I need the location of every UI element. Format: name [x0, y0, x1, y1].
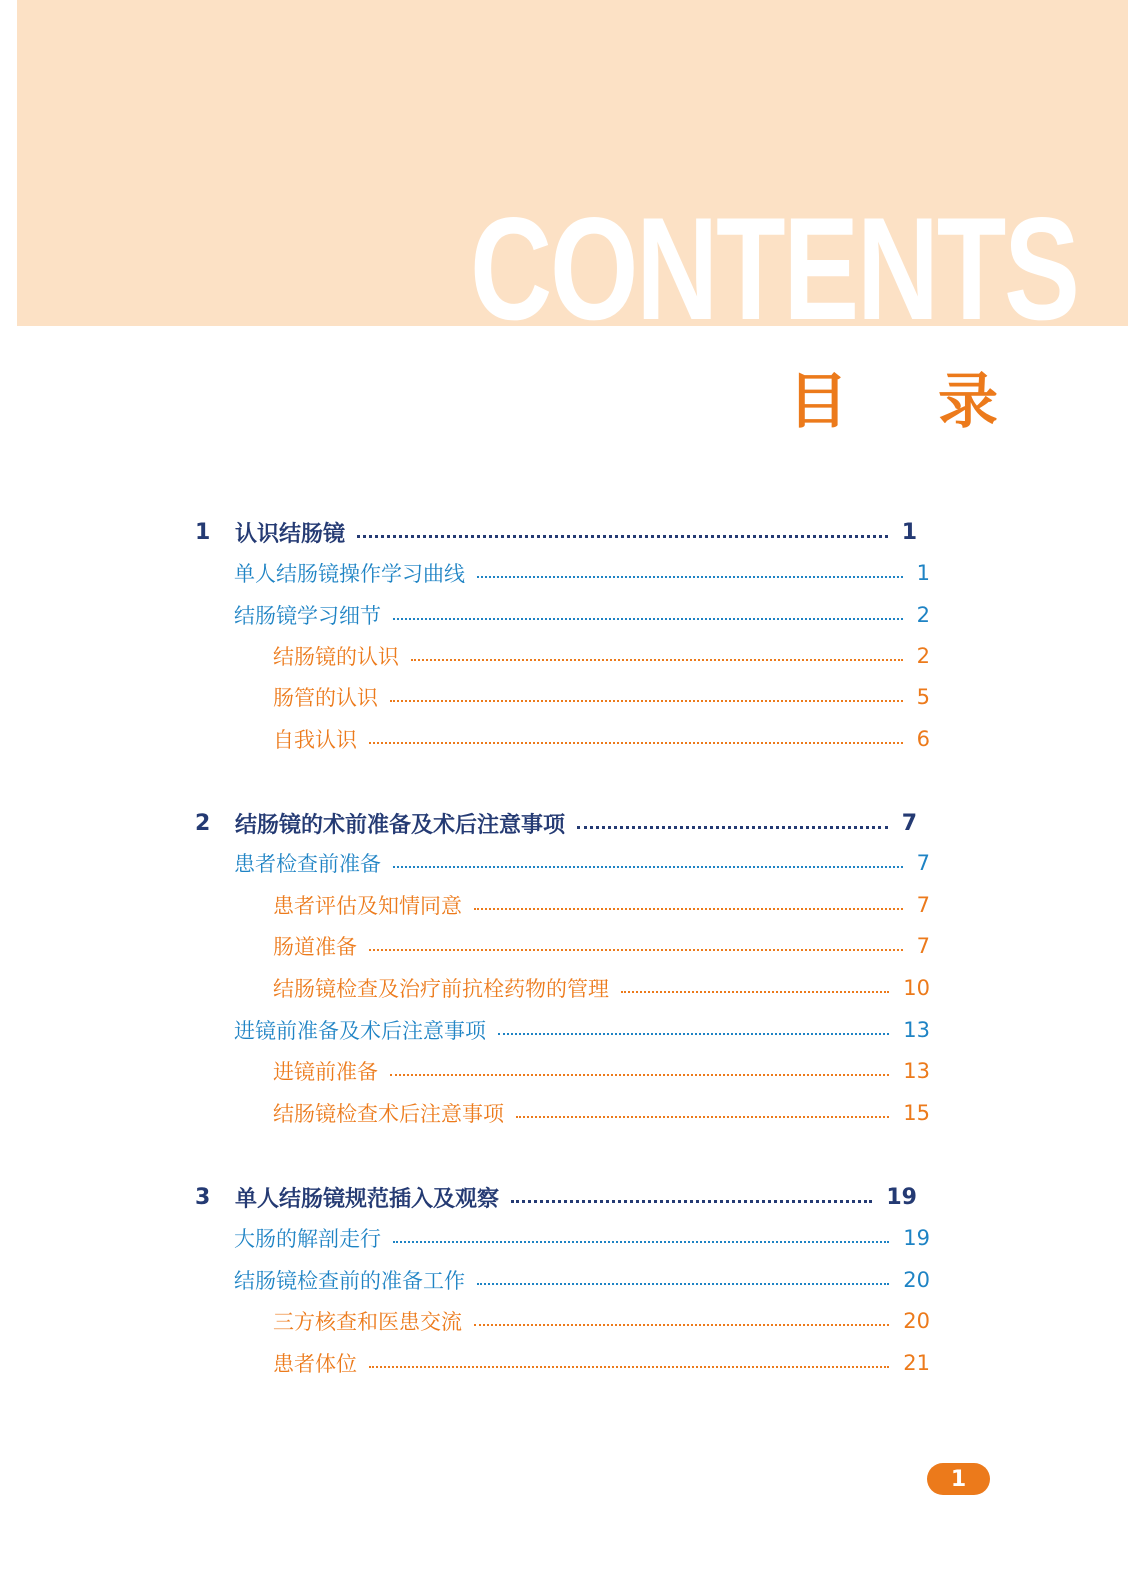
dot-leader — [511, 1200, 872, 1203]
toc-entry-title: 肠管的认识 — [273, 686, 378, 710]
toc-subsection[interactable] — [273, 888, 930, 922]
toc-page-number: 21 — [903, 1351, 930, 1375]
toc-entry-title: 患者体位 — [273, 1352, 357, 1376]
toc-page-number: 7 — [916, 851, 930, 875]
toc-section[interactable] — [234, 598, 930, 632]
toc-page-number: 10 — [903, 976, 930, 1000]
toc-page-number: 5 — [916, 685, 930, 709]
toc-entry-title: 肠道准备 — [273, 935, 357, 959]
dot-leader — [498, 1033, 889, 1035]
toc-page-number: 20 — [903, 1268, 930, 1292]
toc-entry-title: 大肠的解剖走行 — [234, 1227, 381, 1251]
toc-page-number: 19 — [903, 1226, 930, 1250]
dot-leader — [369, 949, 903, 951]
toc-chapter-number: 3 — [195, 1184, 211, 1210]
toc-entry-title: 结肠镜的认识 — [273, 645, 399, 669]
toc-page-number: 20 — [903, 1309, 930, 1333]
toc-entry-title: 三方核查和医患交流 — [273, 1310, 462, 1334]
toc-subsection[interactable] — [273, 680, 930, 714]
page-title — [788, 367, 998, 437]
dot-leader — [393, 618, 903, 620]
dot-leader — [477, 576, 903, 578]
toc-page-number: 13 — [903, 1018, 930, 1042]
toc-chapter-number: 2 — [195, 810, 211, 836]
toc-page-number: 15 — [903, 1101, 930, 1125]
toc-page-number: 7 — [916, 934, 930, 958]
toc-subsection[interactable] — [273, 1346, 930, 1380]
toc-entry-title: 结肠镜检查及治疗前抗栓药物的管理 — [273, 977, 609, 1001]
toc-chapter[interactable] — [195, 806, 917, 840]
toc-subsection[interactable] — [273, 1304, 930, 1338]
toc-subsection[interactable] — [273, 639, 930, 673]
toc-page-number: 7 — [901, 810, 917, 836]
toc-subsection[interactable] — [273, 929, 930, 963]
toc-page-number: 7 — [916, 893, 930, 917]
toc-subsection[interactable] — [273, 971, 930, 1005]
dot-leader — [474, 1324, 889, 1326]
dot-leader — [369, 742, 903, 744]
banner-contents-word: CONTENTS — [470, 187, 1078, 326]
toc-entry-title: 结肠镜的术前准备及术后注意事项 — [235, 812, 566, 838]
dot-leader — [393, 866, 903, 868]
page-number-badge — [927, 1463, 990, 1495]
toc-page-number: 2 — [916, 644, 930, 668]
toc-section[interactable] — [234, 556, 930, 590]
page-title-char-2: 录 — [938, 367, 998, 437]
dot-leader — [369, 1366, 889, 1368]
toc-chapter-number: 1 — [195, 519, 211, 545]
toc-page-number: 6 — [916, 727, 930, 751]
toc-entry-title: 患者评估及知情同意 — [273, 894, 462, 918]
dot-leader — [393, 1241, 889, 1243]
dot-leader — [357, 535, 888, 538]
toc-page-number: 1 — [901, 519, 917, 545]
page-title-char-1: 目 — [788, 367, 848, 437]
toc-page-number: 19 — [886, 1184, 917, 1210]
dot-leader — [577, 826, 888, 829]
toc-subsection[interactable] — [273, 722, 930, 756]
toc-entry-title: 认识结肠镜 — [235, 521, 346, 547]
dot-leader — [474, 908, 903, 910]
toc-page-number: 13 — [903, 1059, 930, 1083]
dot-leader — [390, 700, 903, 702]
toc-entry-title: 单人结肠镜规范插入及观察 — [235, 1186, 500, 1212]
toc-entry-title: 进镜前准备及术后注意事项 — [234, 1019, 486, 1043]
page-number: 1 — [950, 1466, 967, 1492]
toc-entry-title: 结肠镜检查前的准备工作 — [234, 1269, 465, 1293]
dot-leader — [621, 991, 889, 993]
dot-leader — [390, 1074, 889, 1076]
toc-subsection[interactable] — [273, 1054, 930, 1088]
toc-entry-title: 结肠镜学习细节 — [234, 604, 381, 628]
header-banner — [17, 0, 1128, 326]
toc-chapter[interactable] — [195, 515, 917, 549]
dot-leader — [516, 1116, 889, 1118]
dot-leader — [477, 1283, 889, 1285]
toc-entry-title: 自我认识 — [273, 728, 357, 752]
toc-section[interactable] — [234, 1263, 930, 1297]
dot-leader — [411, 659, 903, 661]
toc-page-number: 1 — [916, 561, 930, 585]
toc-page-number: 2 — [916, 603, 930, 627]
toc-section[interactable] — [234, 846, 930, 880]
toc-entry-title: 单人结肠镜操作学习曲线 — [234, 562, 465, 586]
toc-section[interactable] — [234, 1013, 930, 1047]
toc-subsection[interactable] — [273, 1096, 930, 1130]
toc-entry-title: 结肠镜检查术后注意事项 — [273, 1102, 504, 1126]
toc-entry-title: 进镜前准备 — [273, 1060, 378, 1084]
toc-section[interactable] — [234, 1221, 930, 1255]
toc-chapter[interactable] — [195, 1180, 917, 1214]
toc-entry-title: 患者检查前准备 — [234, 852, 381, 876]
